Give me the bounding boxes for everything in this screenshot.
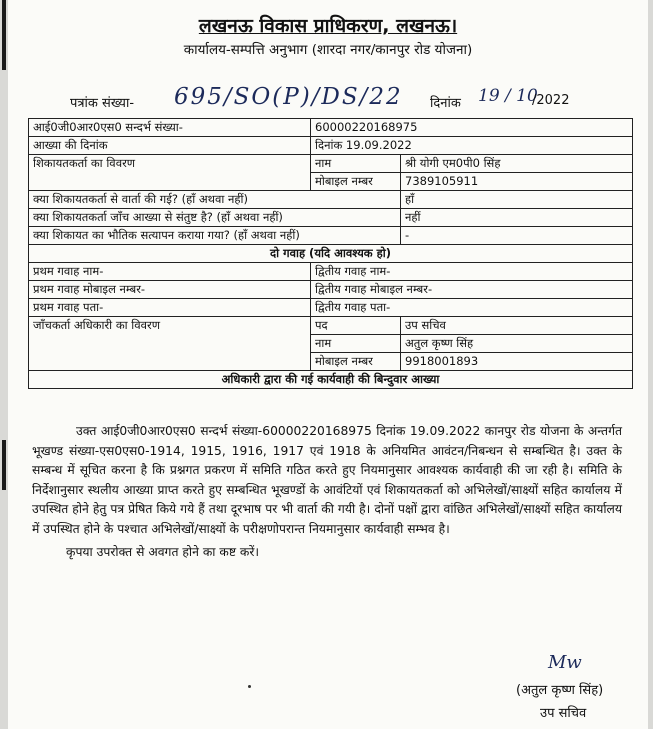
binder-punch-mark	[2, 0, 6, 70]
table-row	[29, 317, 633, 335]
officer-mobile-value: 9918001893	[401, 353, 633, 371]
signatory-designation: उप सचिव	[540, 706, 587, 721]
closing-note: कृपया उपरोक्त से अवगत होने का कष्ट करें।	[66, 545, 260, 559]
date-label: दिनांक	[430, 96, 461, 111]
complainant-name: श्री योगी एम0पी0 सिंह	[401, 155, 633, 173]
table-row	[29, 299, 633, 317]
authority-title: लखनऊ विकास प्राधिकरण, लखनऊ।	[198, 15, 458, 37]
report-date-value: दिनांक 19.09.2022	[311, 137, 633, 155]
question-satisfied: क्या शिकायतकर्ता जाँच आख्या से संतुष्ट है? (हाँ अथवा नहीं)	[29, 209, 401, 227]
mobile-label: मोबाइल नम्बर	[311, 173, 401, 191]
name-label: नाम	[311, 155, 401, 173]
signatory-name: (अतुल कृष्ण सिंह)	[516, 683, 604, 698]
complainant-label: शिकायतकर्ता का विवरण	[29, 155, 311, 191]
report-date-label: आख्या की दिनांक	[29, 137, 311, 155]
table-row	[29, 155, 633, 173]
action-heading: अधिकारी द्वारा की गई कार्यवाही की बिन्दुवार आख्या	[29, 371, 633, 389]
table-row	[29, 209, 633, 227]
table-row	[29, 227, 633, 245]
table-row	[29, 245, 633, 263]
witness2-mobile: द्वितीय गवाह मोबाइल नम्बर-	[311, 281, 633, 299]
answer-talked: हाँ	[401, 191, 633, 209]
table-row	[29, 371, 633, 389]
complainant-mobile: 7389105911	[401, 173, 633, 191]
action-paragraph: उक्त आई0जी0आर0एस0 सन्दर्भ संख्या-60000220168975 दिनांक 19.09.2022 कानपुर रोड योजना के अन्तर्गत भूखण्ड संख्या-एस0एस0-1914, 1915, 1916, 1917 एवं 1918 के अनियमित आवंटन/निबन्धन से सम्बन्धित है। उक्त के सम्बन्ध में सूचित करना है कि प्रश्नगत प्रकरण में समिति गठित करते हुए नियमानुसार आवश्यक कार्यवाही की जा रही है। समिति के निर्देशानुसार स्थलीय आख्या प्राप्त करते हुए सम्बन्धित भूखण्डों के आवंटियों एवं शिकायतकर्ता को अभिलेखों/साक्ष्यों सहित कार्यालय में उपस्थित होने हेतु पत्र प्रेषित किये गये हैं तथा दूरभाष पर भी वार्ता की गयी है। दोनों पक्षों द्वारा वांछित अभिलेखों/साक्ष्यों सहित कार्यालय में उपस्थित होने के पश्चात अभिलेखों/साक्ष्यों के परीक्षणोपरान्त नियमानुसार कार्यवाही सम्भव है।	[32, 424, 622, 536]
date-year: /2022	[532, 93, 570, 108]
officer-mobile-label: मोबाइल नम्बर	[311, 353, 401, 371]
table-row	[29, 137, 633, 155]
igrs-label: आई0जी0आर0एस0 सन्दर्भ संख्या-	[29, 119, 311, 137]
officer-label: जाँचकर्ता अधिकारी का विवरण	[29, 317, 311, 371]
action-report-body	[32, 422, 622, 563]
table-row	[29, 119, 633, 137]
post-label: पद	[311, 317, 401, 335]
witness2-name: द्वितीय गवाह नाम-	[311, 263, 633, 281]
office-subtitle: कार्यालय-सम्पत्ति अनुभाग (शारदा नगर/कानपुर रोड योजना)	[183, 42, 473, 58]
officer-name-value: अतुल कृष्ण सिंह	[401, 335, 633, 353]
witness1-name: प्रथम गवाह नाम-	[29, 263, 311, 281]
officer-name-label: नाम	[311, 335, 401, 353]
table-row	[29, 281, 633, 299]
answer-satisfied: नहीं	[401, 209, 633, 227]
table-row	[29, 263, 633, 281]
reference-label: पत्रांक संख्या-	[70, 96, 135, 111]
post-value: उप सचिव	[401, 317, 633, 335]
reference-number: 695/SO(P)/DS/22	[174, 84, 403, 110]
date-handwritten: 19 / 10	[478, 86, 538, 106]
question-verified: क्या शिकायत का भौतिक सत्यापन कराया गया? (हाँ अथवा नहीं)	[29, 227, 401, 245]
signature-mark: Mw	[548, 652, 582, 673]
answer-verified: -	[401, 227, 633, 245]
binder-punch-mark	[2, 440, 6, 490]
igrs-value: 60000220168975	[311, 119, 633, 137]
witness2-address: द्वितीय गवाह पता-	[311, 299, 633, 317]
witness1-mobile: प्रथम गवाह मोबाइल नम्बर-	[29, 281, 311, 299]
complaint-form-table	[28, 118, 633, 389]
witness-heading: दो गवाह (यदि आवश्यक हो)	[29, 245, 633, 263]
stray-dot	[248, 685, 251, 688]
question-talked: क्या शिकायतकर्ता से वार्ता की गई? (हाँ अथवा नहीं)	[29, 191, 401, 209]
letter-page	[8, 0, 648, 729]
witness1-address: प्रथम गवाह पता-	[29, 299, 311, 317]
table-row	[29, 191, 633, 209]
